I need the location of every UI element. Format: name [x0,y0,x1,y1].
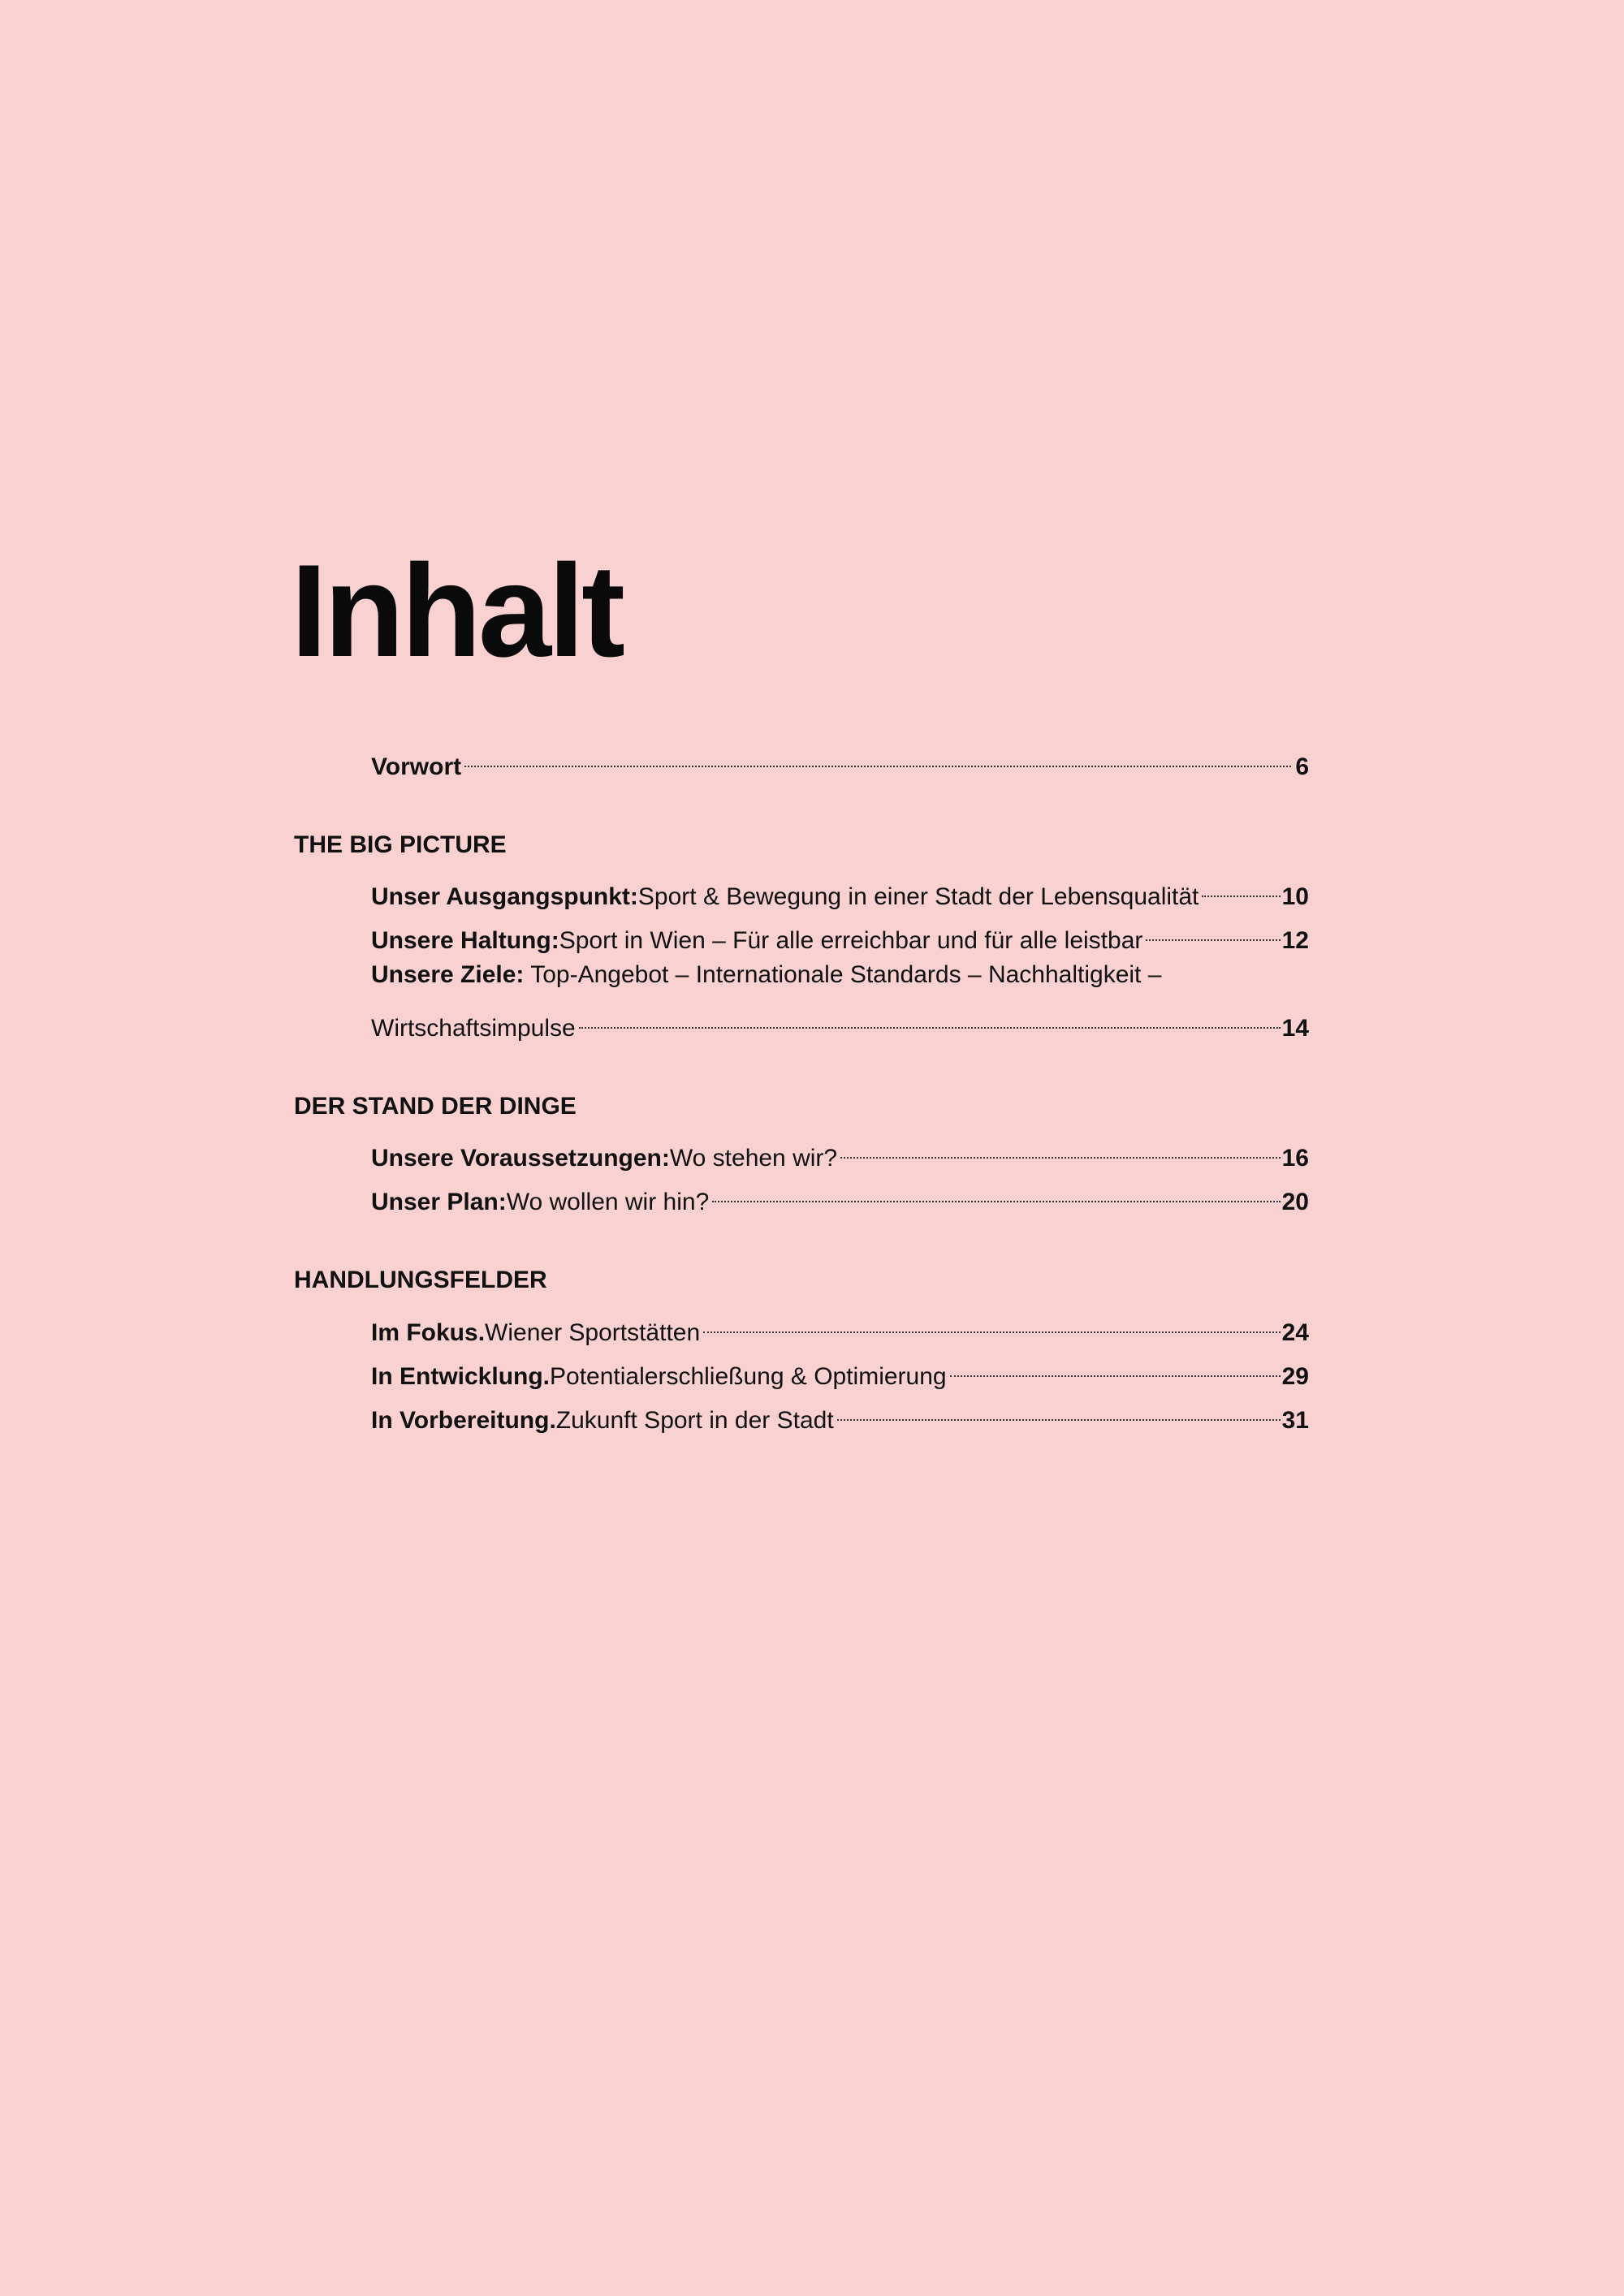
toc-page-number: 14 [1281,1015,1309,1042]
dot-leader [840,1133,1281,1166]
toc-entry-lead: Unsere Ziele: [371,961,525,988]
dot-leader [1202,872,1280,904]
toc-entry-lead: Unsere Voraussetzungen: [371,1145,670,1172]
toc-entry-in-vorbereitung[interactable] [371,1396,1309,1434]
toc-entry-text: Zukunft Sport in der Stadt [555,1407,834,1434]
toc-page-number: 16 [1281,1145,1309,1172]
toc-entry-text: Wo stehen wir? [669,1145,838,1172]
dot-leader [579,1003,1281,1036]
toc-entry-in-entwicklung[interactable] [371,1352,1309,1390]
toc-page-number: 10 [1281,883,1309,910]
toc-entry-lead: In Vorbereitung. [371,1407,556,1434]
toc-entry-im-fokus[interactable] [371,1308,1309,1346]
toc-page-number: 31 [1281,1407,1309,1434]
toc-entry-lead: Unser Ausgangspunkt: [371,883,638,910]
dot-leader [837,1396,1281,1428]
toc-page-number: 6 [1295,753,1309,780]
toc-page-number: 24 [1281,1319,1309,1346]
toc-page-number: 20 [1281,1189,1309,1215]
toc-entry-lead: Vorwort [371,753,462,780]
toc-entry-plan[interactable] [371,1177,1309,1215]
toc-entry-ziele-line2[interactable] [371,1003,1309,1042]
section-heading-big-picture: THE BIG PICTURE [294,831,507,858]
toc-entry-vorwort[interactable] [371,742,1309,780]
toc-entry-lead: Im Fokus. [371,1319,486,1346]
dot-leader [464,742,1291,775]
dot-leader [950,1352,1281,1384]
section-heading-stand-der-dinge: DER STAND DER DINGE [294,1093,577,1120]
toc-entry-continuation: Wirtschaftsimpulse [371,1015,576,1042]
toc-entry-lead: Unser Plan: [371,1189,507,1215]
toc-entry-text: Wiener Sportstätten [485,1319,701,1346]
dot-leader [1146,916,1280,948]
toc-entry-lead: In Entwicklung. [371,1363,551,1390]
toc-entry-text: Wo wollen wir hin? [506,1189,710,1215]
page-title: Inhalt [291,537,622,684]
toc-entry-text: Sport & Bewegung in einer Stadt der Lebensqualität [637,883,1199,910]
toc-entry-text: Potentialerschließung & Optimierung [550,1363,947,1390]
section-heading-handlungsfelder: HANDLUNGSFELDER [294,1267,547,1293]
dot-leader [703,1308,1280,1340]
toc-entry-voraussetzungen[interactable] [371,1133,1309,1172]
toc-entry-text: Top-Angebot – Internationale Standards – Nachhaltigkeit – [524,961,1162,988]
toc-entry-lead: Unsere Haltung: [371,927,559,954]
toc-entry-ausgangspunkt[interactable] [371,872,1309,910]
toc-page-number: 12 [1281,927,1309,954]
toc-entry-text: Sport in Wien – Für alle erreichbar und für alle leistbar [559,927,1143,954]
toc-entry-haltung[interactable] [371,916,1309,954]
dot-leader [712,1177,1280,1210]
toc-entry-ziele-line1[interactable] [371,959,1309,991]
toc-page-number: 29 [1281,1363,1309,1390]
